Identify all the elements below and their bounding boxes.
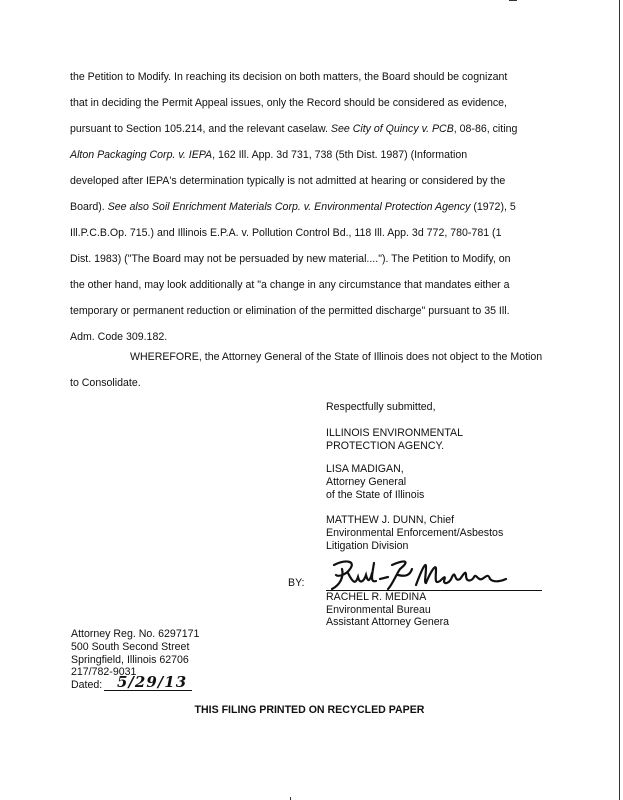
- agency-name: PROTECTION AGENCY.: [326, 440, 445, 452]
- body-line: [70, 123, 517, 135]
- closing: Respectfully submitted,: [326, 401, 436, 413]
- division-chief: Environmental Enforcement/Asbestos: [326, 527, 504, 539]
- body-line: [70, 253, 511, 265]
- body-line: [70, 305, 510, 317]
- body-text: (1972), 5: [470, 201, 516, 213]
- wherefore-line: WHEREFORE, the Attorney General of the State of Illinois does not object to the Motion: [130, 351, 543, 363]
- address-street: 500 South Second Street: [71, 641, 190, 653]
- signer-title: Environmental Bureau: [326, 604, 431, 616]
- body-line: [70, 71, 507, 83]
- body-text: Board).: [70, 201, 108, 213]
- body-text: temporary or permanent reduction or elimination of the permitted discharge" pursuant to 35 Ill.: [70, 305, 510, 317]
- body-line: [70, 97, 507, 109]
- case-citation: Alton Packaging Corp. v. IEPA: [70, 149, 213, 161]
- body-text: Ill.P.C.B.Op. 715.) and Illinois E.P.A. v. Pollution Control Bd., 118 Ill. App. 3d 772, 780-781 (1: [70, 227, 502, 239]
- body-line: [70, 227, 501, 239]
- body-text: Dist. 1983) ("The Board may not be persuaded by new material...."). The Petition to Modify, on: [70, 253, 511, 265]
- signer-title: Assistant Attorney Genera: [326, 616, 450, 628]
- handwritten-signature: [326, 555, 546, 593]
- body-text: , 08-86, citing: [453, 123, 518, 135]
- scan-mark: [509, 0, 517, 1]
- body-text: developed after IEPA's determination typically is not admitted at hearing or considered by the: [70, 175, 506, 187]
- body-line: [70, 149, 467, 161]
- case-citation: See City of Quincy v. PCB: [330, 123, 454, 135]
- body-text: Adm. Code 309.182.: [70, 331, 168, 343]
- body-text: pursuant to Section 105.214, and the relevant caselaw.: [70, 123, 331, 135]
- body-text: , 162 Ill. App. 3d 731, 738 (5th Dist. 1987) (Information: [212, 149, 468, 161]
- body-text: the Petition to Modify. In reaching its decision on both matters, the Board should be cognizant: [70, 71, 508, 83]
- body-line: [70, 201, 516, 213]
- phone: 217/782-9031: [71, 666, 137, 678]
- attorney-reg-no: Attorney Reg. No. 6297171: [71, 628, 200, 640]
- division-chief: Litigation Division: [326, 540, 409, 552]
- body-line: [70, 175, 505, 187]
- attorney-general: Attorney General: [326, 476, 407, 488]
- wherefore-line: to Consolidate.: [70, 377, 141, 389]
- agency-name: ILLINOIS ENVIRONMENTAL: [326, 427, 463, 439]
- page-edge: [619, 0, 620, 800]
- body-text: the other hand, may look additionally at "a change in any circumstance that mandates either a: [70, 279, 510, 291]
- body-line: [70, 279, 510, 291]
- attorney-general: of the State of Illinois: [326, 489, 425, 501]
- case-citation: See also Soil Enrichment Materials Corp. v. Environmental Protection Agency: [107, 201, 471, 213]
- handwritten-date: 5/29/13: [117, 673, 188, 691]
- dated-label: Dated:: [71, 679, 103, 691]
- attorney-general: LISA MADIGAN,: [326, 463, 404, 475]
- by-label: BY:: [288, 577, 305, 589]
- body-line: [70, 331, 167, 343]
- signer-name: RACHEL R. MEDINA: [326, 591, 427, 603]
- body-text: that in deciding the Permit Appeal issues, only the Record should be considered as evidence,: [70, 97, 507, 109]
- division-chief: MATTHEW J. DUNN, Chief: [326, 514, 455, 526]
- footer-note: THIS FILING PRINTED ON RECYCLED PAPER: [194, 704, 425, 716]
- address-city: Springfield, Illinois 62706: [71, 654, 189, 666]
